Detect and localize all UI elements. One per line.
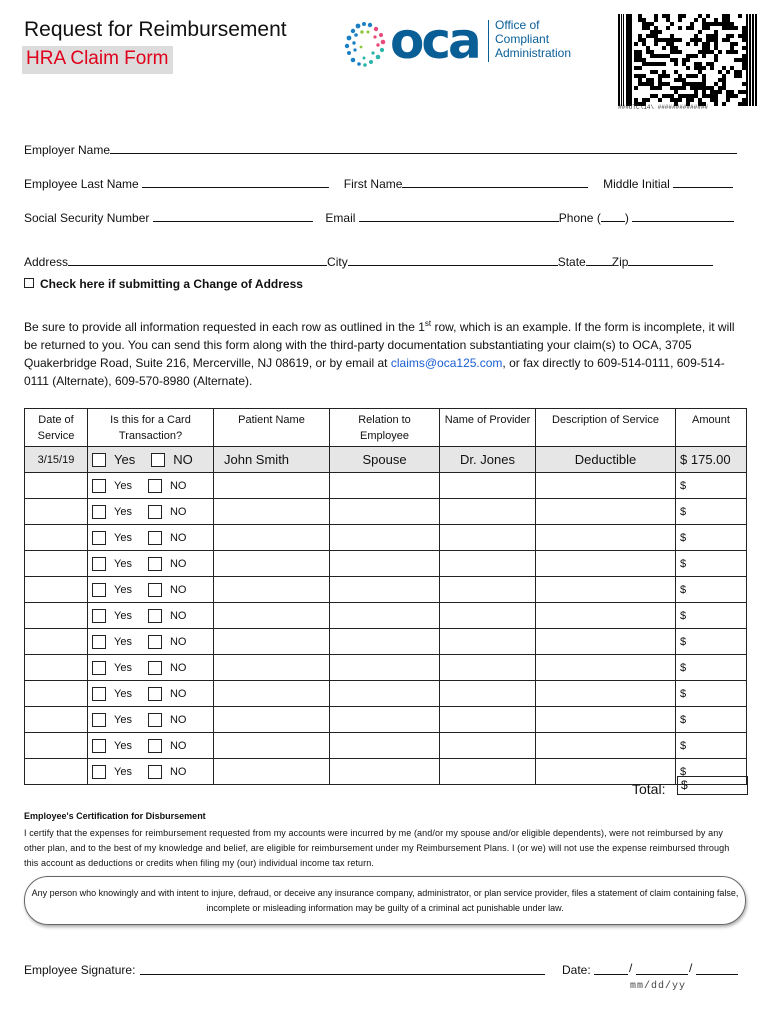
yes-checkbox[interactable] <box>92 505 106 519</box>
amount-input[interactable]: $ <box>676 629 747 655</box>
card-transaction-choice: Yes NO <box>88 499 214 525</box>
yes-checkbox[interactable] <box>92 739 106 753</box>
claim-row <box>25 655 747 681</box>
description-input[interactable] <box>536 707 676 733</box>
card-transaction-choice: Yes NO <box>88 681 214 707</box>
example-date: 3/15/19 <box>25 447 88 473</box>
relation-input[interactable] <box>330 707 440 733</box>
yes-checkbox[interactable] <box>92 661 106 675</box>
last-name-input[interactable] <box>142 177 329 188</box>
card-transaction-choice: Yes NO <box>88 733 214 759</box>
provider-input[interactable] <box>440 681 536 707</box>
description-input[interactable] <box>536 551 676 577</box>
no-checkbox[interactable] <box>148 713 162 727</box>
fraud-warning: Any person who knowingly and with intent to injure, defraud, or deceive any insurance company, administrator, or plan service provider, files a statement of claim containing false, incomplete or misleading information may be guilty of a criminal act punishable under law. <box>24 876 746 925</box>
name-row: Employee Last Name First Name Middle Initial <box>24 177 733 191</box>
yes-checkbox[interactable] <box>92 765 106 779</box>
change-of-address[interactable]: Check here if submitting a Change of Address <box>24 277 303 291</box>
amount-input[interactable]: $ <box>676 551 747 577</box>
middle-initial-input[interactable] <box>673 177 733 188</box>
form-title: Request for Reimbursement <box>24 18 287 41</box>
form-subtitle: HRA Claim Form <box>22 46 173 74</box>
date-input[interactable] <box>25 707 88 733</box>
ssn-input[interactable] <box>153 211 313 222</box>
barcode-caption: ###OTC\14\ ############## <box>618 104 709 111</box>
date-input[interactable] <box>25 681 88 707</box>
relation-input[interactable] <box>330 499 440 525</box>
col-date-header: Date of Service <box>25 409 88 447</box>
provider-input[interactable] <box>440 655 536 681</box>
no-checkbox[interactable] <box>148 557 162 571</box>
date-input[interactable] <box>25 551 88 577</box>
certification-heading: Employee's Certification for Disbursement <box>24 811 206 821</box>
patient-name-input[interactable] <box>214 473 330 499</box>
relation-input[interactable] <box>330 759 440 785</box>
date-input[interactable] <box>25 733 88 759</box>
provider-input[interactable] <box>440 733 536 759</box>
provider-input[interactable] <box>440 551 536 577</box>
patient-name-input[interactable] <box>214 733 330 759</box>
claim-row <box>25 551 747 577</box>
description-input[interactable] <box>536 577 676 603</box>
description-input[interactable] <box>536 733 676 759</box>
zip-input[interactable] <box>628 255 713 266</box>
card-transaction-choice: Yes NO <box>88 473 214 499</box>
patient-name-input[interactable] <box>214 707 330 733</box>
amount-input[interactable]: $ <box>676 655 747 681</box>
date-input[interactable] <box>25 629 88 655</box>
patient-name-input[interactable] <box>214 551 330 577</box>
yes-checkbox[interactable] <box>92 609 106 623</box>
provider-input[interactable] <box>440 499 536 525</box>
total-label: Total: <box>632 781 666 797</box>
city-input[interactable] <box>348 255 558 266</box>
example-description: Deductible <box>536 447 676 473</box>
claim-row <box>25 733 747 759</box>
example-row <box>25 447 747 473</box>
phone-number-input[interactable] <box>632 211 734 222</box>
date-separator: / <box>689 961 693 975</box>
claim-row <box>25 629 747 655</box>
no-checkbox[interactable] <box>148 635 162 649</box>
instructions: Be sure to provide all information requested in each row as outlined in the 1st row, which is an example. If the form is incomplete, it will be returned to you. You can send this form along with the third-party documentation substantiating your claim(s) to OCA, 3705 Quakerbridge Road, Suite 216, Mercerville, NJ 08619, or by email at claims@oca125.com, or fax directly to 609-514-0111, 609-514-0111 (Alternate), 609-570-8980 (Alternate). <box>24 319 735 388</box>
relation-input[interactable] <box>330 473 440 499</box>
example-patient: John Smith <box>214 447 330 473</box>
oca-logo-wordmark: oca <box>390 12 479 70</box>
example-amount: $ 175.00 <box>676 447 747 473</box>
claims-table <box>24 408 747 785</box>
patient-name-input[interactable] <box>214 629 330 655</box>
claims-email-link[interactable]: claims@oca125.com <box>390 356 503 370</box>
col-card-header: Is this for a Card Transaction? <box>88 409 214 447</box>
description-input[interactable] <box>536 681 676 707</box>
logo-divider <box>488 20 489 62</box>
claim-row <box>25 499 747 525</box>
no-checkbox[interactable] <box>148 687 162 701</box>
claim-row <box>25 707 747 733</box>
patient-name-input[interactable] <box>214 577 330 603</box>
first-name-input[interactable] <box>402 177 588 188</box>
date-input[interactable] <box>25 603 88 629</box>
amount-input[interactable]: $ <box>676 707 747 733</box>
patient-name-input[interactable] <box>214 525 330 551</box>
yes-checkbox[interactable] <box>92 687 106 701</box>
yes-checkbox[interactable] <box>92 531 106 545</box>
table-header-row <box>25 409 747 447</box>
amount-input[interactable]: $ <box>676 603 747 629</box>
address-row: Address City State Zip <box>24 255 713 269</box>
no-checkbox[interactable] <box>148 505 162 519</box>
description-input[interactable] <box>536 473 676 499</box>
col-patient-header: Patient Name <box>214 409 330 447</box>
signature-input[interactable] <box>140 961 545 975</box>
date-day-input[interactable] <box>636 961 688 975</box>
amount-input[interactable]: $ <box>676 525 747 551</box>
col-relation-header: Relation to Employee <box>330 409 440 447</box>
amount-input[interactable]: $ <box>676 681 747 707</box>
description-input[interactable] <box>536 629 676 655</box>
certification-text: I certify that the expenses for reimbursement requested from my accounts were incurred by me (and/or my spouse and/or eligible dependents), were not reimbursed by any other plan, and to the best of my knowledge and belief, are eligible for reimbursement under my Reimbursement Plans. I (or we) will not use the expense reimbursed through this account as deductions or credits when filing my (our) individual income tax return. <box>24 828 730 868</box>
card-transaction-choice: Yes NO <box>88 629 214 655</box>
yes-checkbox[interactable] <box>92 583 106 597</box>
relation-input[interactable] <box>330 525 440 551</box>
date-month-input[interactable] <box>594 961 628 975</box>
date-input[interactable] <box>25 577 88 603</box>
date-input[interactable] <box>25 499 88 525</box>
no-checkbox[interactable] <box>148 609 162 623</box>
pdf417-barcode-icon <box>618 14 758 106</box>
email-input[interactable] <box>359 211 559 222</box>
relation-input[interactable] <box>330 733 440 759</box>
card-transaction-choice: Yes NO <box>88 655 214 681</box>
employer-name-input[interactable] <box>110 143 737 154</box>
yes-checkbox[interactable] <box>92 479 106 493</box>
relation-input[interactable] <box>330 681 440 707</box>
provider-input[interactable] <box>440 759 536 785</box>
patient-name-input[interactable] <box>214 681 330 707</box>
logo-tagline: Office of Compliant Administration <box>495 18 572 60</box>
yes-checkbox[interactable] <box>92 557 106 571</box>
yes-checkbox[interactable] <box>92 453 106 467</box>
card-transaction-choice: Yes NO <box>88 525 214 551</box>
address-input[interactable] <box>68 255 327 266</box>
yes-checkbox[interactable] <box>92 635 106 649</box>
col-description-header: Description of Service <box>536 409 676 447</box>
amount-input[interactable]: $ <box>676 499 747 525</box>
provider-input[interactable] <box>440 473 536 499</box>
relation-input[interactable] <box>330 551 440 577</box>
description-input[interactable] <box>536 655 676 681</box>
col-provider-header: Name of Provider <box>440 409 536 447</box>
total-amount-input[interactable]: $ <box>677 776 748 795</box>
card-transaction-choice: Yes NO <box>88 551 214 577</box>
signature-label: Employee Signature: <box>24 963 136 977</box>
date-year-input[interactable] <box>696 961 738 975</box>
provider-input[interactable] <box>440 707 536 733</box>
date-input[interactable] <box>25 525 88 551</box>
no-checkbox[interactable] <box>148 531 162 545</box>
empty-checkbox-icon[interactable] <box>24 278 34 288</box>
no-checkbox[interactable] <box>148 739 162 753</box>
amount-input[interactable]: $ <box>676 577 747 603</box>
card-transaction-choice: Yes NO <box>88 577 214 603</box>
card-transaction-choice: Yes NO <box>88 603 214 629</box>
no-checkbox[interactable] <box>148 479 162 493</box>
no-checkbox[interactable] <box>148 583 162 597</box>
provider-input[interactable] <box>440 629 536 655</box>
card-transaction-choice: Yes NO <box>88 707 214 733</box>
example-provider: Dr. Jones <box>440 447 536 473</box>
date-input[interactable] <box>25 759 88 785</box>
relation-input[interactable] <box>330 629 440 655</box>
amount-input[interactable]: $ <box>676 733 747 759</box>
no-checkbox[interactable] <box>148 661 162 675</box>
patient-name-input[interactable] <box>214 759 330 785</box>
claim-row <box>25 525 747 551</box>
description-input[interactable] <box>536 525 676 551</box>
contact-row: Social Security Number Email Phone ( ) <box>24 211 734 225</box>
card-transaction-choice: Yes NO <box>88 447 214 473</box>
example-relation: Spouse <box>330 447 440 473</box>
card-transaction-choice: Yes NO <box>88 759 214 785</box>
description-input[interactable] <box>536 603 676 629</box>
description-input[interactable] <box>536 499 676 525</box>
state-input[interactable] <box>586 255 612 266</box>
phone-area-input[interactable] <box>601 211 625 222</box>
no-checkbox[interactable] <box>151 453 165 467</box>
claim-row <box>25 473 747 499</box>
date-label: Date: <box>562 963 591 977</box>
amount-input[interactable]: $ <box>676 473 747 499</box>
employer-name-row: Employer Name <box>24 143 737 157</box>
patient-name-input[interactable] <box>214 499 330 525</box>
claim-row <box>25 681 747 707</box>
claim-row <box>25 603 747 629</box>
amount-input[interactable]: $ <box>676 759 747 785</box>
provider-input[interactable] <box>440 525 536 551</box>
relation-input[interactable] <box>330 603 440 629</box>
date-separator: / <box>629 961 633 975</box>
patient-name-input[interactable] <box>214 655 330 681</box>
claim-row <box>25 577 747 603</box>
provider-input[interactable] <box>440 603 536 629</box>
date-input[interactable] <box>25 655 88 681</box>
provider-input[interactable] <box>440 577 536 603</box>
date-input[interactable] <box>25 473 88 499</box>
date-format-hint: mm/dd/yy <box>630 981 687 992</box>
patient-name-input[interactable] <box>214 603 330 629</box>
no-checkbox[interactable] <box>148 765 162 779</box>
oca-logo-mark-icon <box>342 20 388 68</box>
relation-input[interactable] <box>330 655 440 681</box>
col-amount-header: Amount <box>676 409 747 447</box>
relation-input[interactable] <box>330 577 440 603</box>
yes-checkbox[interactable] <box>92 713 106 727</box>
